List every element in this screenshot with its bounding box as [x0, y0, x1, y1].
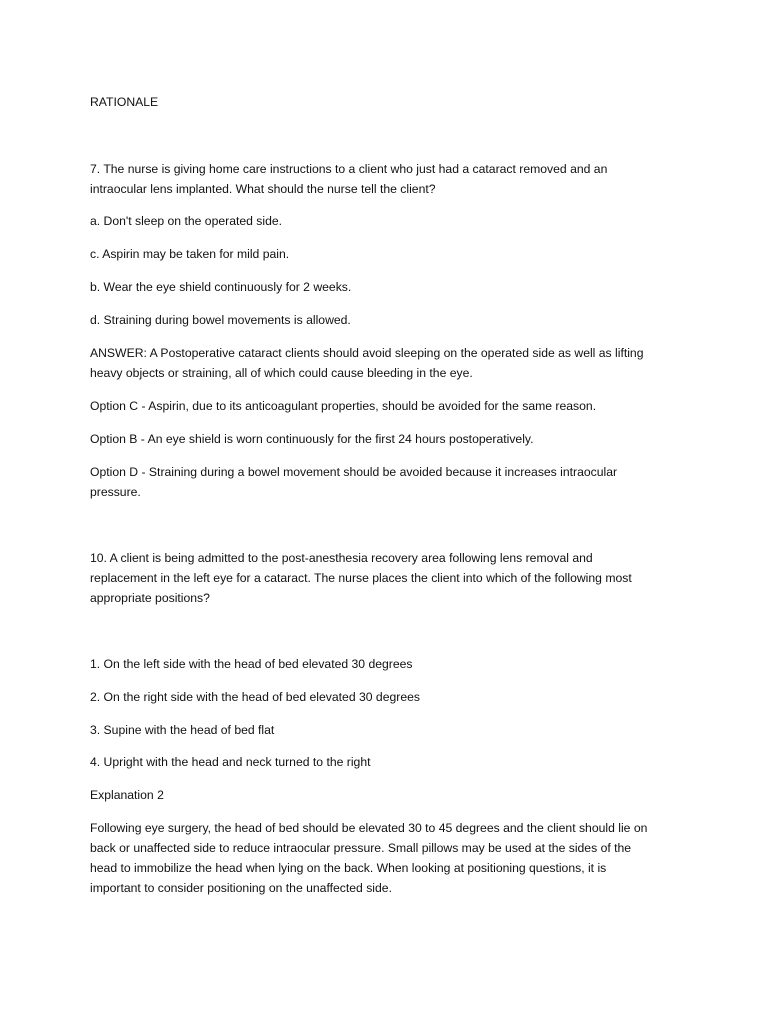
q10-question-line-2: replacement in the left eye for a cataract. The nurse places the client into which of the following most	[90, 571, 632, 585]
q10-option-2: 2. On the right side with the head of bed elevated 30 degrees	[90, 690, 420, 704]
heading: RATIONALE	[90, 95, 159, 109]
q7-option-c: c. Aspirin may be taken for mild pain.	[90, 247, 290, 261]
q10-explanation-line-3: head to immobilize the head when lying on the back. When looking at positioning questions, it is	[90, 861, 607, 875]
q7-question-line-2: intraocular lens implanted. What should the nurse tell the client?	[90, 182, 436, 196]
q10-question-line-1: 10. A client is being admitted to the post-anesthesia recovery area following lens removal and	[90, 551, 593, 565]
q7-option-a: a. Don't sleep on the operated side.	[90, 214, 283, 228]
q7-rationale-option-b: Option B - An eye shield is worn continuously for the first 24 hours postoperatively.	[90, 432, 534, 446]
q7-option-b: b. Wear the eye shield continuously for 2 weeks.	[90, 280, 352, 294]
q10-explanation-line-2: back or unaffected side to reduce intraocular pressure. Small pillows may be used at the sides of the	[90, 841, 632, 855]
q7-option-d: d. Straining during bowel movements is allowed.	[90, 313, 351, 327]
q10-explanation-title: Explanation 2	[90, 788, 164, 802]
q10-option-4: 4. Upright with the head and neck turned to the right	[90, 755, 371, 769]
q10-explanation-line-1: Following eye surgery, the head of bed should be elevated 30 to 45 degrees and the client should lie on	[90, 821, 648, 835]
q7-question-line-1: 7. The nurse is giving home care instructions to a client who just had a cataract removed and an	[90, 162, 608, 176]
q7-answer-line-1: ANSWER: A Postoperative cataract clients should avoid sleeping on the operated side as well as lifting	[90, 346, 644, 360]
q10-option-1: 1. On the left side with the head of bed elevated 30 degrees	[90, 657, 413, 671]
q7-rationale-option-d-line-1: Option D - Straining during a bowel movement should be avoided because it increases intraocular	[90, 465, 618, 479]
q10-explanation-line-4: important to consider positioning on the unaffected side.	[90, 881, 392, 895]
q10-option-3: 3. Supine with the head of bed flat	[90, 723, 275, 737]
q7-answer-line-2: heavy objects or straining, all of which could cause bleeding in the eye.	[90, 366, 473, 380]
q7-rationale-option-d-line-2: pressure.	[90, 485, 141, 499]
q7-rationale-option-c: Option C - Aspirin, due to its anticoagulant properties, should be avoided for the same reason.	[90, 399, 597, 413]
q10-question-line-3: appropriate positions?	[90, 591, 210, 605]
